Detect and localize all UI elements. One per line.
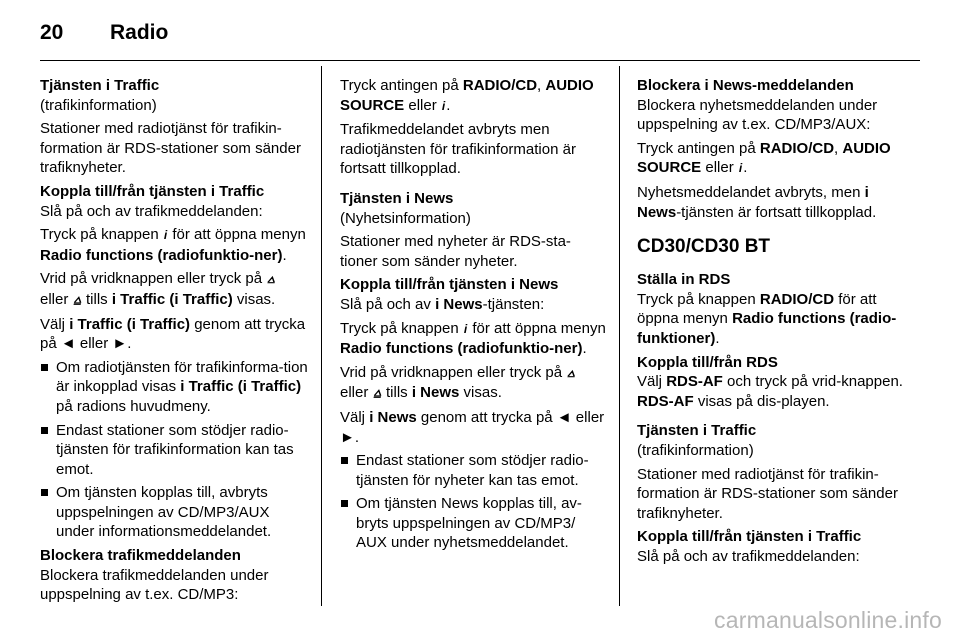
paragraph: Slå på och av trafikmeddelanden:	[637, 547, 860, 565]
text: -tjänsten är fortsatt tillkopplad.	[676, 203, 877, 221]
paragraph	[340, 408, 608, 447]
paragraph: Trafikmeddelandet avbryts men radiotjänsten för trafikinformation är fortsatt tillkopplad.	[340, 121, 576, 178]
text: Slå på och av	[340, 295, 431, 313]
menu-item: i News	[435, 295, 483, 313]
bullet-item: Om tjänsten News kopplas till, av-bryts uppspelningen av CD/MP3/ AUX under nyhetsmeddelandet.	[340, 494, 608, 553]
text: .	[282, 246, 287, 264]
menu-item: i Traffic (i Traffic)	[69, 315, 191, 333]
paragraph: Slå på och av trafikmeddelanden:	[40, 202, 263, 220]
paragraph	[340, 319, 608, 359]
paragraph	[40, 225, 308, 265]
subheading: Koppla till/från RDS	[637, 353, 778, 371]
text: .	[446, 96, 451, 114]
menu-name: Radio functions (radio-funktioner)	[637, 310, 897, 347]
subheading: Ställa in RDS	[637, 271, 731, 289]
bullet-item	[40, 358, 308, 417]
subheading: Tjänsten i Traffic	[637, 422, 757, 440]
seek-down-icon: ⩠	[73, 292, 81, 307]
menu-item: RDS-AF	[666, 373, 723, 391]
text: för att öppna menyn	[472, 319, 606, 337]
button-name: RADIO/CD	[462, 77, 538, 94]
text: Tryck antingen på	[340, 77, 459, 94]
paragraph	[637, 139, 907, 179]
button-name: RADIO/CD	[759, 290, 835, 308]
text: Välj	[40, 315, 66, 333]
column-2	[340, 76, 608, 557]
button-name: AUDIO SOURCE	[340, 77, 594, 114]
paragraph	[340, 76, 608, 116]
info-icon: i	[738, 161, 743, 176]
text: genom att trycka på ◄ eller ►.	[340, 408, 605, 446]
paragraph	[340, 295, 608, 315]
text: Om radiotjänsten för trafikinforma-tion är inkopplad visas	[56, 358, 308, 396]
bullet-item: Endast stationer som stödjer radio-tjänsten för trafikinformation kan tas emot.	[40, 421, 308, 480]
text: Vrid på vridknappen eller tryck på	[40, 270, 263, 288]
paragraph: (trafikinformation)	[40, 96, 157, 114]
text: Välj	[637, 373, 663, 391]
text: .	[715, 329, 720, 347]
info-icon: i	[441, 98, 446, 113]
info-icon: i	[463, 321, 468, 336]
text: eller	[340, 384, 369, 402]
menu-item: RDS-AF	[637, 392, 694, 410]
column-divider	[321, 66, 322, 606]
text: -tjänsten:	[482, 295, 545, 313]
subheading: Koppla till/från tjänsten i News	[340, 276, 559, 294]
paragraph: Stationer med nyheter är RDS-sta-tioner som sänder nyheter.	[340, 233, 571, 270]
text: för att öppna menyn	[172, 226, 306, 244]
text: genom att trycka på ◄ eller ►.	[40, 315, 306, 353]
text: .	[743, 159, 748, 177]
paragraph: Stationer med radiotjänst för trafikin-formation är RDS-stationer som sänder trafiknyheter.	[637, 465, 898, 522]
paragraph	[40, 315, 308, 354]
page-number: 20	[40, 21, 64, 44]
text: .	[582, 340, 587, 358]
bullet-item: Om tjänsten kopplas till, avbryts uppspelningen av CD/MP3/AUX under informationsmeddelandet.	[40, 483, 308, 542]
text: eller	[408, 96, 437, 114]
subheading: Blockera trafikmeddelanden	[40, 547, 241, 565]
page-header	[40, 18, 168, 48]
info-icon: i	[163, 228, 168, 243]
menu-item: i Traffic (i Traffic)	[111, 290, 233, 308]
text: tills	[386, 384, 408, 402]
column-3	[637, 76, 907, 570]
text: Tryck på knappen	[40, 226, 159, 244]
paragraph	[40, 269, 308, 310]
text: visas.	[236, 290, 276, 308]
text: Tryck på knappen	[340, 319, 459, 337]
text: och tryck på vrid-knappen.	[727, 373, 903, 391]
text: visas på dis-playen.	[697, 392, 830, 410]
column-divider	[619, 66, 620, 606]
seek-down-icon: ⩠	[373, 386, 381, 401]
paragraph	[340, 363, 608, 404]
menu-item: i Traffic (i Traffic)	[180, 378, 302, 396]
text: ,	[834, 139, 839, 157]
menu-item: i News	[637, 183, 869, 221]
subheading: Tjänsten i News	[340, 189, 454, 207]
column-1	[40, 76, 308, 609]
text: Vrid på vridknappen eller tryck på	[340, 363, 563, 381]
watermark: carmanualsonline.info	[714, 607, 942, 633]
header-rule	[40, 60, 920, 61]
button-name: AUDIO SOURCE	[637, 139, 891, 177]
paragraph: Blockera trafikmeddelanden under uppspelning av t.ex. CD/MP3:	[40, 566, 269, 604]
paragraph	[637, 290, 907, 349]
text: visas.	[463, 384, 502, 402]
text: eller	[40, 290, 69, 308]
text: Välj	[340, 408, 366, 426]
text: Nyhetsmeddelandet avbryts, men	[637, 183, 861, 201]
text: på radions huvudmeny.	[56, 397, 211, 415]
paragraph: (Nyhetsinformation)	[340, 209, 471, 227]
text: för att öppna menyn	[637, 290, 877, 328]
paragraph	[637, 372, 907, 411]
section-title: Radio	[110, 21, 169, 44]
paragraph	[637, 183, 907, 222]
seek-up-icon: ⩟	[267, 272, 275, 287]
menu-item: i News	[411, 384, 460, 402]
text: eller	[705, 159, 734, 177]
paragraph: Stationer med radiotjänst för trafikin-formation är RDS-stationer som sänder trafiknyheter.	[40, 120, 301, 177]
section-heading: CD30/CD30 BT	[637, 236, 771, 258]
menu-name: Radio functions (radiofunktio-ner)	[340, 340, 583, 358]
paragraph: Blockera nyhetsmeddelanden under uppspelning av t.ex. CD/MP3/AUX:	[637, 96, 878, 134]
paragraph: (trafikinformation)	[637, 441, 754, 459]
text: Tryck på knappen	[637, 290, 756, 308]
menu-item: i News	[369, 408, 417, 426]
menu-name: Radio functions (radiofunktio-ner)	[40, 246, 283, 264]
text: Tryck antingen på	[637, 139, 756, 157]
button-name: RADIO/CD	[759, 139, 835, 157]
text: ,	[537, 77, 542, 94]
subheading: Blockera i News-meddelanden	[637, 77, 854, 94]
seek-up-icon: ⩟	[567, 365, 575, 380]
subheading: Koppla till/från tjänsten i Traffic	[40, 182, 265, 200]
subheading: Tjänsten i Traffic	[40, 77, 160, 94]
text: tills	[86, 290, 108, 308]
bullet-item: Endast stationer som stödjer radio-tjänsten för nyheter kan tas emot.	[340, 451, 608, 490]
subheading: Koppla till/från tjänsten i Traffic	[637, 528, 862, 546]
